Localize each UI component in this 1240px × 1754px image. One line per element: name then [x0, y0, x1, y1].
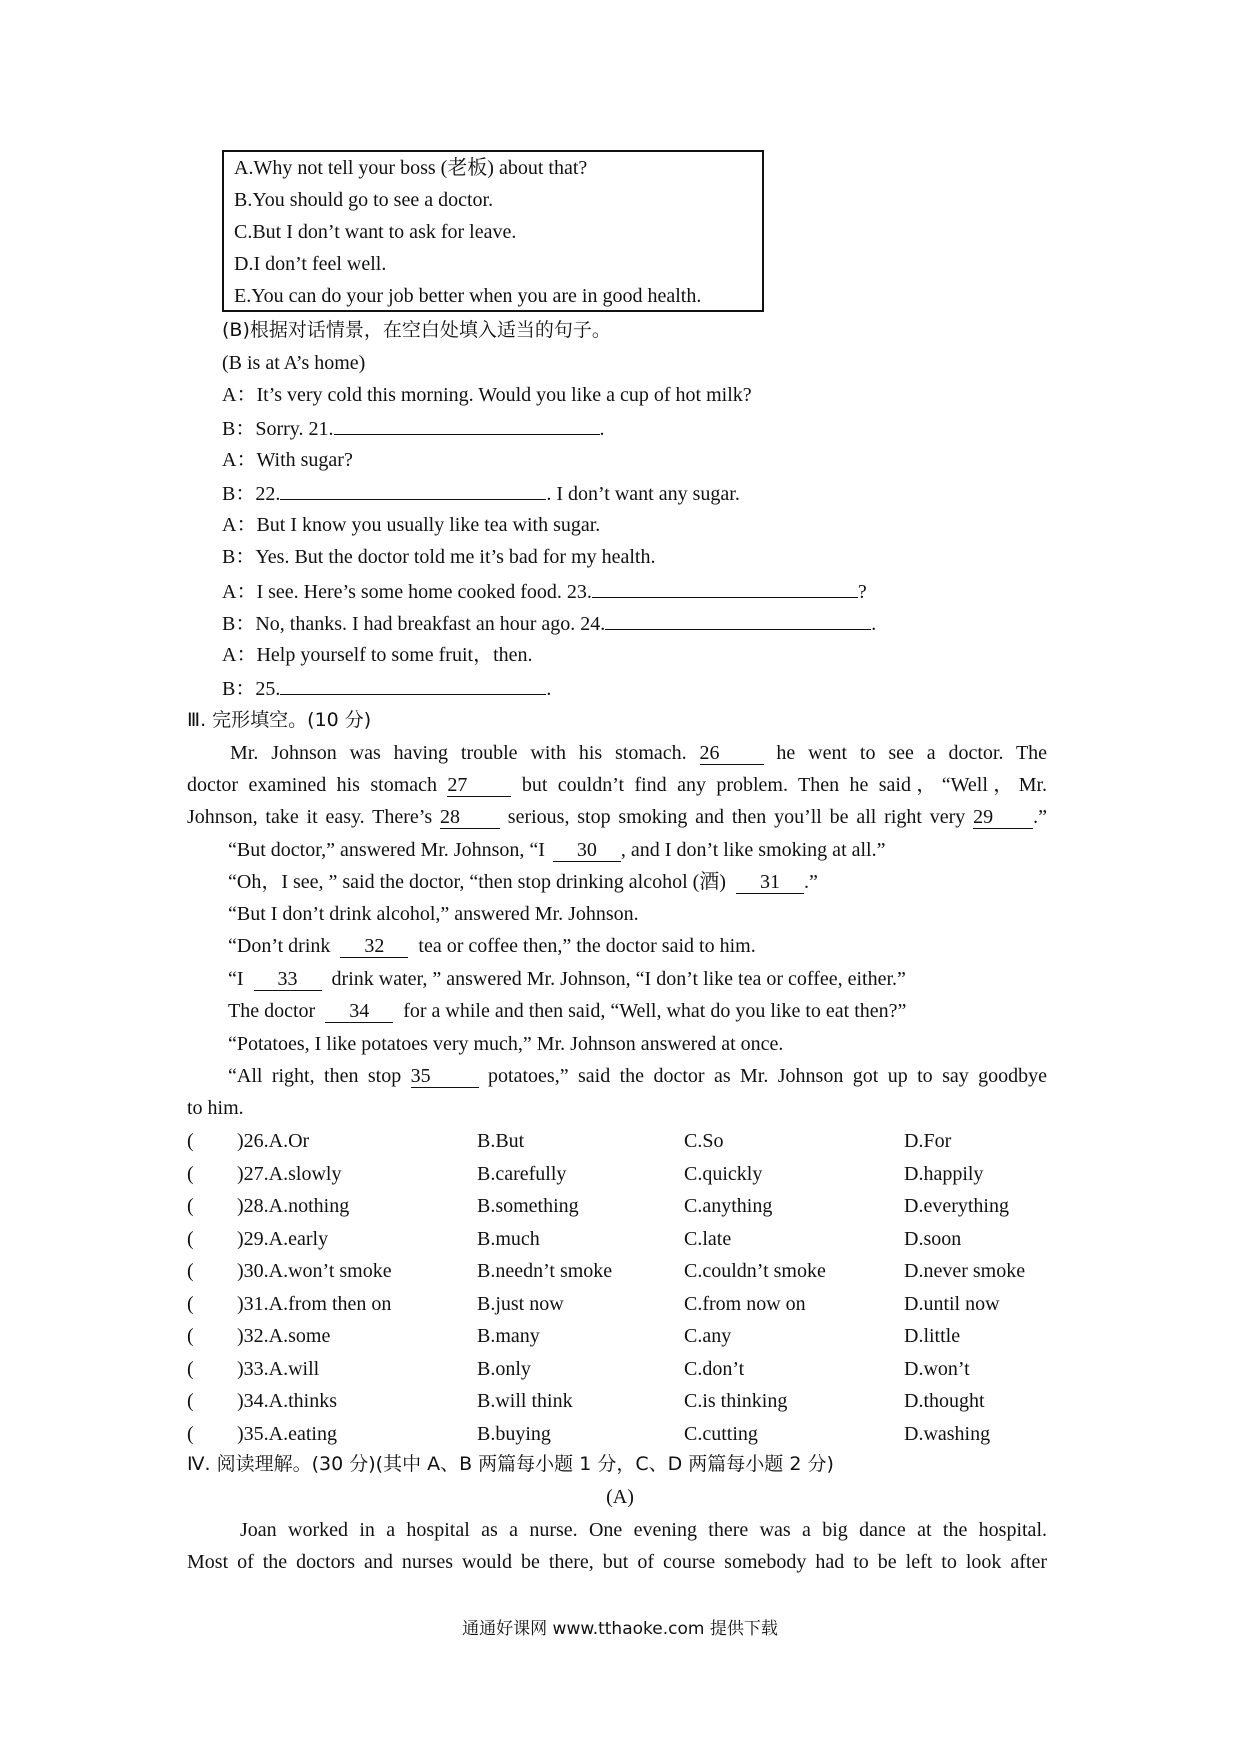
answer-paren[interactable]: ( [187, 1422, 194, 1445]
answer-paren[interactable]: ( [187, 1260, 194, 1282]
choice-row [187, 1388, 1087, 1414]
choice-d: D.soon [904, 1227, 962, 1250]
answer-paren[interactable]: ( [187, 1325, 194, 1347]
option-a: A.Why not tell your boss (老板) about that? [234, 157, 588, 179]
dialogue-line [222, 447, 353, 473]
answer-paren[interactable]: ( [187, 1292, 194, 1315]
choice-d: D.washing [904, 1422, 991, 1445]
passage-line [228, 869, 818, 895]
passage-line [187, 772, 1047, 798]
choice-b: B.But [477, 1130, 525, 1152]
dialogue-text: . [871, 613, 877, 635]
blank-27[interactable]: 27 [447, 774, 511, 797]
choice-c: C.any [684, 1325, 732, 1347]
choice-row [187, 1291, 1087, 1317]
blank-34[interactable]: 34 [325, 1000, 393, 1023]
choice-d: D.For [904, 1130, 952, 1152]
choice-d: D.never smoke [904, 1260, 1026, 1282]
choice-c: C.So [684, 1130, 724, 1152]
blank-28[interactable]: 28 [440, 806, 500, 829]
speaker-label: B： [222, 483, 256, 505]
passage-text: .” [1033, 806, 1048, 828]
option-b: B.You should go to see a doctor. [234, 189, 494, 211]
choice-c: C.late [684, 1227, 732, 1250]
passage-text: potatoes,” said the doctor as Mr. Johnson got up to say goodbye [488, 1065, 1048, 1087]
passage-text: .” [803, 871, 818, 893]
passage-text: “Oh，I see, ” said the doctor, “then stop drinking alcohol (酒) [228, 871, 726, 893]
answer-paren[interactable]: ( [187, 1130, 194, 1152]
passage-text: doctor examined his stomach [187, 774, 438, 796]
section-4-heading: Ⅳ. 阅读理解。(30 分)(其中 A、B 两篇每小题 1 分，C、D 两篇每小题 2 分) [187, 1453, 834, 1475]
choice-row [187, 1161, 1087, 1187]
choice-d: D.everything [904, 1195, 1009, 1217]
choice-a: )29.A.early [237, 1227, 329, 1250]
option-d: D.I don’t feel well. [234, 253, 387, 275]
reading-paragraph: Most of the doctors and nurses would be there, but of course somebody had to be left to look after [187, 1551, 1047, 1573]
speaker-label: A： [222, 581, 257, 603]
speaker-label: B： [222, 546, 256, 568]
choice-row [187, 1193, 1087, 1219]
choice-d: D.won’t [904, 1357, 970, 1380]
answer-paren[interactable]: ( [187, 1227, 194, 1250]
section-b-heading: (B)根据对话情景，在空白处填入适当的句子。 [222, 319, 611, 341]
blank-26[interactable]: 26 [700, 742, 764, 765]
choice-a: )30.A.won’t smoke [237, 1260, 392, 1282]
choice-c: C.couldn’t smoke [684, 1260, 826, 1282]
choice-a: )34.A.thinks [237, 1390, 337, 1412]
dialogue-text: 25. [255, 678, 281, 700]
choice-d: D.little [904, 1325, 961, 1347]
passage-text: serious, stop smoking and then you’ll be all right very [507, 806, 966, 828]
speaker-label: B： [222, 678, 256, 700]
blank-32[interactable]: 32 [340, 935, 408, 958]
choice-c: C.don’t [684, 1357, 745, 1380]
passage-line [230, 740, 1047, 766]
passage-text: “I [228, 968, 244, 990]
choice-row [187, 1356, 1087, 1382]
dialogue-line [222, 544, 656, 570]
answer-paren[interactable]: ( [187, 1162, 194, 1185]
section-3-heading: Ⅲ. 完形填空。(10 分) [187, 709, 372, 731]
dialogue-text: Sorry. 21. [255, 418, 334, 440]
passage-text: drink water, ” answered Mr. Johnson, “I don’t like tea or coffee, either.” [331, 968, 906, 990]
page-footer: 通通好课网 www.tthaoke.com 提供下载 [462, 1619, 778, 1639]
choice-c: C.anything [684, 1195, 773, 1217]
answer-paren[interactable]: ( [187, 1357, 194, 1380]
dialogue-line [222, 382, 752, 408]
dialogue-text: It’s very cold this morning. Would you like a cup of hot milk? [256, 384, 752, 406]
passage-text: , and I don’t like smoking at all.” [620, 839, 886, 861]
choice-a: )27.A.slowly [237, 1162, 342, 1185]
blank-29[interactable]: 29 [973, 806, 1033, 829]
choice-c: C.cutting [684, 1422, 758, 1445]
passage-line: to him. [187, 1097, 244, 1119]
speaker-label: A： [222, 644, 257, 666]
choice-b: B.much [477, 1227, 540, 1250]
dialogue-text: But I know you usually like tea with sugar. [256, 514, 601, 536]
passage-text: “All right, then stop [228, 1065, 402, 1087]
choice-a: )35.A.eating [237, 1422, 337, 1445]
blank-30[interactable]: 30 [553, 839, 621, 862]
choice-a: )33.A.will [237, 1357, 320, 1380]
passage-line [228, 966, 906, 992]
passage-text: Johnson, take it easy. There’s [187, 806, 433, 828]
speaker-label: B： [222, 418, 256, 440]
passage-text: “Don’t drink [228, 935, 331, 957]
dialogue-line [222, 642, 533, 668]
choice-a: )31.A.from then on [237, 1292, 392, 1315]
section-b-setting: (B is at A’s home) [222, 352, 366, 374]
choice-d: D.until now [904, 1292, 1000, 1315]
passage-text: tea or coffee then,” the doctor said to him. [418, 935, 756, 957]
passage-text: for a while and then said, “Well, what do you like to eat then?” [403, 1000, 907, 1022]
choice-b: B.will think [477, 1390, 573, 1412]
reading-paragraph: Joan worked in a hospital as a nurse. One evening there was a big dance at the hospital. [240, 1519, 1047, 1541]
dialogue-text: 22. [255, 483, 281, 505]
choice-b: B.needn’t smoke [477, 1260, 613, 1282]
speaker-label: A： [222, 384, 257, 406]
blank-33[interactable]: 33 [254, 968, 322, 991]
choice-b: B.only [477, 1357, 531, 1380]
answer-paren[interactable]: ( [187, 1195, 194, 1217]
choice-c: C.quickly [684, 1162, 763, 1185]
passage-text: he went to see a doctor. The [776, 742, 1048, 764]
passage-text: “But doctor,” answered Mr. Johnson, “I [228, 839, 545, 861]
dialogue-line [222, 674, 551, 702]
dialogue-text: Help yourself to some fruit，then. [256, 644, 533, 666]
dialogue-line [222, 577, 867, 605]
answer-blank-23[interactable] [592, 577, 858, 598]
section-4-sub: (A) [606, 1486, 634, 1508]
dialogue-text: . [599, 418, 605, 440]
dialogue-line [222, 414, 605, 442]
dialogue-text: . [546, 678, 552, 700]
dialogue-line [222, 512, 600, 538]
choice-a: )28.A.nothing [237, 1195, 350, 1217]
dialogue-line [222, 479, 740, 507]
choice-d: D.thought [904, 1390, 985, 1412]
passage-text: The doctor [228, 1000, 316, 1022]
answer-blank-25[interactable] [280, 674, 546, 695]
blank-35[interactable]: 35 [411, 1065, 479, 1088]
dialogue-line [222, 609, 876, 637]
answer-blank-24[interactable] [605, 609, 871, 630]
dialogue-text: ? [857, 581, 867, 603]
choice-c: C.from now on [684, 1292, 806, 1315]
passage-line: “Potatoes, I like potatoes very much,” Mr. Johnson answered at once. [228, 1033, 784, 1055]
choice-row [187, 1258, 1087, 1284]
choice-b: B.something [477, 1195, 579, 1217]
option-e: E.You can do your job better when you are in good health. [234, 285, 702, 307]
answer-blank-22[interactable] [280, 479, 546, 500]
blank-31[interactable]: 31 [736, 871, 804, 894]
options-box [222, 150, 764, 312]
choice-row [187, 1323, 1087, 1349]
choice-b: B.buying [477, 1422, 551, 1445]
answer-paren[interactable]: ( [187, 1390, 194, 1412]
answer-blank-21[interactable] [334, 414, 600, 435]
dialogue-text: . I don’t want any sugar. [546, 483, 740, 505]
choice-row [187, 1226, 1087, 1252]
choice-row [187, 1128, 1087, 1154]
passage-line [228, 837, 886, 863]
speaker-label: A： [222, 449, 257, 471]
passage-text: but couldn’t find any problem. Then he said，“Well，Mr. [521, 774, 1048, 796]
choice-a: )32.A.some [237, 1325, 331, 1347]
choice-b: B.many [477, 1325, 540, 1347]
choice-d: D.happily [904, 1162, 984, 1185]
choice-b: B.just now [477, 1292, 564, 1315]
speaker-label: B： [222, 613, 256, 635]
passage-line: “But I don’t drink alcohol,” answered Mr. Johnson. [228, 903, 639, 925]
dialogue-text: I see. Here’s some home cooked food. 23. [256, 581, 592, 603]
dialogue-text: No, thanks. I had breakfast an hour ago. 24. [255, 613, 606, 635]
choice-c: C.is thinking [684, 1390, 788, 1412]
choice-row [187, 1421, 1087, 1447]
choice-b: B.carefully [477, 1162, 567, 1185]
choice-a: )26.A.Or [237, 1130, 310, 1152]
passage-line [187, 804, 1047, 830]
dialogue-text: With sugar? [256, 449, 353, 471]
passage-line [228, 1063, 1047, 1089]
speaker-label: A： [222, 514, 257, 536]
option-c: C.But I don’t want to ask for leave. [234, 221, 517, 243]
passage-line [228, 933, 756, 959]
dialogue-text: Yes. But the doctor told me it’s bad for my health. [255, 546, 656, 568]
passage-text: Mr. Johnson was having trouble with his stomach. [230, 742, 687, 764]
passage-line [228, 998, 906, 1024]
